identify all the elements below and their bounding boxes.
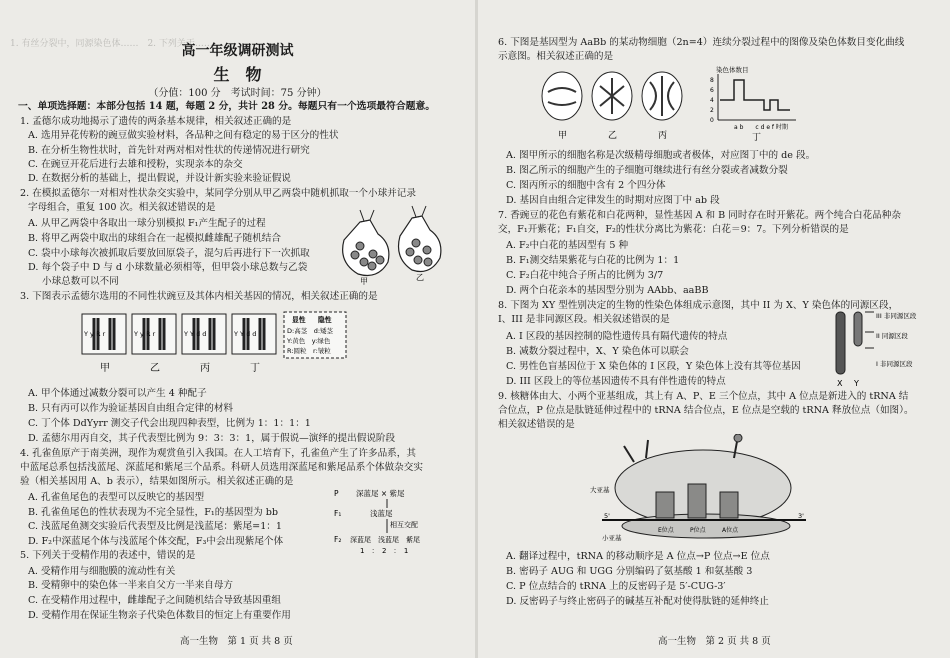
q2-option-d-cont: 小球总数可以不同: [42, 276, 119, 287]
q3-option-b[interactable]: B. 只有丙可以作为验证基因自由组合定律的材料: [28, 403, 234, 414]
q6-label-jia: 甲: [558, 131, 568, 141]
section-heading: 一、单项选择题：本部分包括 14 题，每题 2 分，共计 28 分。每题只有一个选项最符合题意。: [18, 101, 436, 112]
q9-stem-line1: 9. 核糖体由大、小两个亚基组成，其上有 A、P、E 三个位点，其中 A 位点是新进入的 tRNA 结: [498, 391, 909, 402]
q3-genes-yi: Y y R r: [134, 330, 156, 338]
q3-diagram: [80, 308, 350, 378]
trna-a-icon: [720, 492, 738, 518]
q8-stem-line1: 8. 下图为 XY 型性别决定的生物的性染色体组成示意图，其中 II 为 X、Y 染色体的同源区段，: [498, 300, 899, 311]
q2-stem-line1: 2. 在模拟孟德尔一对相对性状杂交实验中，某同学分别从甲乙两袋中随机抓取一个小球并记录: [20, 188, 416, 199]
q8-seg3-label: III 非同源区段: [876, 312, 917, 320]
q7-stem-line2: 交，F₁开紫花；F₁自交，F₂的性状分离比为紫花：白花＝9：7。下列分析错误的是: [498, 224, 849, 235]
q9-3prime: 3': [798, 512, 804, 520]
q6-option-b[interactable]: B. 图乙所示的细胞产生的子细胞可继续进行有丝分裂或者减数分裂: [506, 165, 788, 176]
q6-option-d[interactable]: D. 基因自由组合定律发生的时期对应图丁中 ab 段: [506, 195, 720, 206]
q6-stem-line1: 6. 下图是基因型为 AaBb 的某动物细胞（2n=4）连续分裂过程中的图像及染色体数目变化曲线: [498, 37, 905, 48]
q2-option-b[interactable]: B. 将甲乙两袋中取出的球组合在一起模拟雌雄配子随机结合: [28, 233, 281, 244]
q1-option-c[interactable]: C. 在豌豆开花后进行去雄和授粉，实现亲本的杂交: [28, 159, 243, 170]
q3-label-ding: 丁: [250, 363, 260, 374]
q8-seg1-label: I 非同源区段: [876, 360, 913, 368]
q9-option-b[interactable]: B. 密码子 AUG 和 UGG 分别编码了氨基酸 1 和氨基酸 3: [506, 566, 753, 577]
q6-ytick-4: 4: [710, 97, 714, 104]
trna-e-icon: [656, 492, 674, 518]
q9-ribosome-diagram: [588, 434, 818, 544]
q7-option-d[interactable]: D. 两个白花亲本的基因型分别为 AAbb、aaBB: [506, 285, 709, 296]
q1-stem: 1. 孟德尔成功地揭示了遗传的两条基本规律，相关叙述正确的是: [20, 116, 292, 127]
q8-option-c[interactable]: C. 男性色盲基因位于 X 染色体的 I 区段，Y 染色体上没有其等位基因: [506, 361, 801, 372]
q7-option-b[interactable]: B. F₁测交结果紫花与白花的比例为 1：1: [506, 255, 680, 266]
q1-option-d[interactable]: D. 在数据分析的基础上，提出假说，并设计新实验来验证假说: [28, 173, 291, 184]
trna-p-icon: [688, 484, 706, 518]
q6-cell-jia: [542, 72, 582, 120]
q2-option-a[interactable]: A. 从甲乙两袋中各取出一球分别模拟 F₁产生配子的过程: [28, 218, 266, 229]
q9-e-label: E位点: [658, 527, 674, 534]
q6-option-c[interactable]: C. 图丙所示的细胞中含有 2 个四分体: [506, 180, 666, 191]
q3-legend-height: D:高茎 d:矮茎: [287, 327, 334, 335]
q1-option-a[interactable]: A. 选用异花传粉的豌豆做实验材料，各品种之间有稳定的易于区分的性状: [28, 130, 339, 141]
q4-cross-diagram: [332, 486, 452, 556]
q6-option-a[interactable]: A. 图甲所示的细胞名称是次级精母细胞或者极体，对应图丁中的 de 段。: [506, 150, 816, 161]
q8-sex-chromosome-diagram: [830, 308, 940, 390]
q9-small-label: 小亚基: [602, 534, 622, 542]
q3-genes-ding: Y Y d d: [234, 330, 257, 338]
q2-stem-line2: 字母组合，重复 100 次。相关叙述错误的是: [28, 202, 216, 213]
q4-option-b[interactable]: B. 孔雀鱼尾色的性状表现为不完全显性，F₁的基因型为 bb: [28, 507, 279, 518]
bag-jia-label: 甲: [360, 277, 368, 285]
q3-label-bing: 丙: [200, 363, 210, 374]
q4-option-c[interactable]: C. 浅蓝尾鱼测交实验后代表型及比例是浅蓝尾：紫尾=1：1: [28, 521, 282, 532]
q9-stem-line3: 相关叙述错误的是: [498, 419, 575, 430]
bags-illustration: [330, 200, 450, 285]
q3-label-jia: 甲: [100, 363, 110, 374]
bleed-through-text: 1. 有丝分裂中，同源染色体…… 2. 下列关于……: [10, 39, 213, 49]
q3-legend-shape: R:圆粒 r:皱粒: [287, 347, 331, 355]
q6-diagram: [538, 62, 838, 142]
q3-option-a[interactable]: A. 甲个体通过减数分裂可以产生 4 种配子: [28, 388, 207, 399]
q9-option-c[interactable]: C. P 位点结合的 tRNA 上的反密码子是 5′-CUG-3′: [506, 581, 726, 592]
x-chromosome: [836, 312, 845, 374]
q4-option-d[interactable]: D. F₂中深蓝尾个体与浅蓝尾个体交配，F₃中会出现紫尾个体: [28, 536, 284, 547]
q6-stem-line2: 示意图。相关叙述正确的是: [498, 51, 614, 62]
q5-stem: 5. 下列关于受精作用的表述中，错误的是: [20, 550, 196, 561]
q6-cell-yi: [592, 72, 632, 120]
q3-legend-color: Y:黄色 y:绿色: [287, 337, 331, 345]
q1-option-b[interactable]: B. 在分析生物性状时，首先针对两对相对性状的传递情况进行研究: [28, 145, 310, 156]
q7-stem-line1: 7. 香豌豆的花色有紫花和白花两种，显性基因 A 和 B 同时存在时开紫花。两个纯合白花品种杂: [498, 210, 901, 221]
q4-option-a[interactable]: A. 孔雀鱼尾色的表型可以反映它的基因型: [28, 492, 205, 503]
q6-label-ding: 丁: [752, 133, 762, 142]
q6-ytick-0: 0: [710, 117, 714, 124]
bag-yi-icon: [399, 206, 441, 272]
q4-f2-ratio: 1 ： 2 ： 1: [360, 547, 409, 555]
page-2-footer: 高一生物 第 2 页 共 8 页: [658, 636, 771, 647]
q4-stem-line3: 验（相关基因用 A、b 表示），结果如图所示。相关叙述正确的是: [20, 476, 294, 487]
exam-title: 高一年级调研测试: [181, 43, 294, 59]
q3-stem: 3. 下图表示孟德尔选用的不同性状豌豆及其体内相关基因的情况，相关叙述正确的是: [20, 291, 378, 302]
q5-option-d[interactable]: D. 受精作用在保证生物亲子代染色体数目的恒定上有重要作用: [28, 610, 291, 621]
q4-f2-label: F₂: [334, 535, 342, 544]
page-1-footer: 高一生物 第 1 页 共 8 页: [180, 636, 293, 647]
q4-f2-pheno: 深蓝尾 浅蓝尾 紫尾: [350, 536, 420, 544]
bag-jia-icon: [343, 210, 389, 276]
q6-label-bing: 丙: [658, 131, 668, 141]
q4-f1-label: F₁: [334, 509, 342, 518]
q6-ytick-8: 8: [710, 77, 714, 84]
q9-5prime: 5': [604, 512, 610, 520]
q3-genes-jia: Y y R r: [84, 330, 106, 338]
q5-option-c[interactable]: C. 在受精作用过程中，雌雄配子之间随机结合导致基因重组: [28, 595, 281, 606]
q8-option-a[interactable]: A. I 区段的基因控制的隐性遗传具有隔代遗传的特点: [506, 331, 728, 342]
q4-stem-line2: 中蓝尾总系包括浅蓝尾、深蓝尾和紫尾三个品系。科研人员选用深蓝尾和紫尾品系个体做杂交实: [20, 462, 423, 473]
q6-ytick-2: 2: [710, 107, 714, 114]
q4-f1-pheno: 浅蓝尾: [370, 509, 393, 518]
q4-p-label: P: [334, 489, 339, 498]
q3-option-d[interactable]: D. 孟德尔用丙自交，其子代表型比例为 9：3：3：1，属于假说—演绎的提出假说阶段: [28, 433, 396, 444]
q5-option-b[interactable]: B. 受精卵中的染色体一半来自父方一半来自母方: [28, 580, 234, 591]
q6-label-yi: 乙: [608, 131, 618, 141]
q4-cross-text: 深蓝尾 × 紫尾: [356, 489, 405, 498]
q7-option-c[interactable]: C. F₂白花中纯合子所占的比例为 3/7: [506, 270, 664, 281]
q3-legend-dominant: 显性: [292, 316, 306, 324]
q6-graph-title: 染色体数目: [716, 66, 749, 74]
q2-option-d[interactable]: D. 每个袋子中 D 与 d 小球数量必须相等，但甲袋小球总数与乙袋: [28, 262, 308, 273]
q9-option-d[interactable]: D. 反密码子与终止密码子的碱基互补配对使得肽链的延伸终止: [506, 596, 769, 607]
page-divider: [475, 0, 478, 658]
q8-x-label: X: [837, 379, 843, 388]
exam-subject: 生 物: [213, 65, 262, 84]
bag-yi-label: 乙: [416, 273, 424, 282]
q3-legend: [284, 312, 346, 358]
q3-genes-bing: Y Y d d: [184, 330, 207, 338]
q5-option-a[interactable]: A. 受精作用与细胞膜的流动性有关: [28, 566, 176, 577]
q3-option-c[interactable]: C. 丁个体 DdYyrr 测交子代会出现四种表型，比例为 1：1：1：1: [28, 418, 311, 429]
q8-y-label: Y: [854, 379, 859, 388]
q8-option-d[interactable]: D. III 区段上的等位基因遗传不具有伴性遗传的特点: [506, 376, 726, 387]
q2-option-c[interactable]: C. 袋中小球每次被抓取后要放回原袋子，混匀后再进行下一次抓取: [28, 248, 310, 259]
q9-big-label: 大亚基: [590, 486, 610, 494]
q6-chromosome-graph: [710, 65, 796, 131]
q6-ytick-6: 6: [710, 87, 714, 94]
q7-option-a[interactable]: A. F₂中白花的基因型有 5 种: [506, 240, 629, 251]
q4-stem-line1: 4. 孔雀鱼原产于南美洲，现作为观赏鱼引入我国。在人工培育下，孔雀鱼产生了许多品系，其: [20, 448, 416, 459]
exam-meta: （分值：100 分 考试时间：75 分钟）: [148, 88, 327, 99]
q6-cell-bing: [642, 72, 682, 120]
q9-stem-line2: 合位点，P 位点是肽链延伸过程中的 tRNA 结合位点，E 位点是空载的 tRNA 释放位点（如图）。: [498, 405, 914, 416]
q6-xlabels: a b c d e f 时期: [734, 124, 788, 131]
q8-stem-line2: I、III 是非同源区段。相关叙述错误的是: [498, 314, 670, 325]
q8-seg2-label: II 同源区段: [876, 332, 908, 340]
q4-self-text: 相互交配: [390, 521, 418, 529]
q8-option-b[interactable]: B. 减数分裂过程中，X、Y 染色体可以联会: [506, 346, 689, 357]
q3-label-yi: 乙: [150, 363, 160, 374]
q9-a-label: A位点: [722, 527, 739, 534]
q3-legend-recessive: 隐性: [318, 316, 332, 324]
q9-option-a[interactable]: A. 翻译过程中，tRNA 的移动顺序是 A 位点→P 位点→E 位点: [506, 551, 770, 562]
q9-p-label: P位点: [690, 527, 706, 534]
y-chromosome: [854, 312, 862, 346]
